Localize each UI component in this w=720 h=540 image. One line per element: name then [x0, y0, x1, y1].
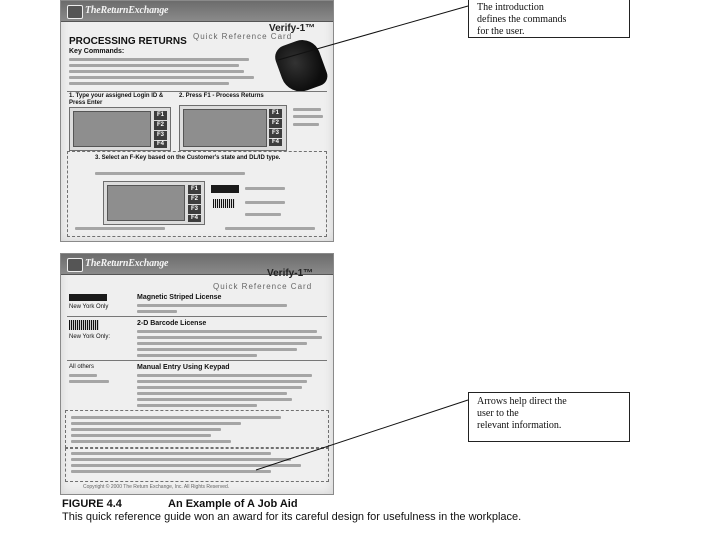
processing-returns-heading: PROCESSING RETURNS [69, 36, 187, 47]
figure-title: An Example of A Job Aid [168, 498, 298, 510]
bottom-callout-line-1: Arrows help direct the [477, 396, 567, 407]
key-commands-label: Key Commands: [69, 48, 125, 55]
f2-key: F2 [269, 119, 282, 128]
step2-heading: 2. Press F1 - Process Returns [179, 93, 264, 99]
top-card-logo: TheReturnExchange [85, 5, 169, 16]
row2-left-label: New York Only: [69, 334, 111, 340]
step1-heading: 1. Type your assigned Login ID & Press Enter [69, 93, 164, 106]
row1-left-label: New York Only [69, 304, 109, 310]
f4-key: F4 [154, 141, 167, 148]
top-card-subtitle: Quick Reference Card [193, 32, 293, 41]
step3-heading: 3. Select an F-Key based on the Customer's state and DL/ID type. [95, 155, 281, 161]
row3-heading: Manual Entry Using Keypad [137, 364, 230, 371]
top-callout-line-2: defines the commands [477, 14, 567, 25]
top-callout-line-3: for the user. [477, 26, 525, 37]
bottom-card-subtitle: Quick Reference Card [213, 282, 313, 291]
bottom-callout-leader-line [256, 400, 468, 470]
f1-key: F1 [154, 111, 167, 120]
f1-key: F1 [269, 109, 282, 118]
copyright-footer: Copyright © 2000 The Return Exchange, Inc. All Rights Reserved. [83, 484, 230, 490]
top-callout-leader-line [278, 6, 468, 60]
f3-key: F3 [269, 129, 282, 138]
row3-left-label: All others [69, 364, 95, 370]
f1-key: F1 [188, 185, 201, 194]
bottom-card-logo: TheReturnExchange [85, 258, 169, 269]
bottom-callout-line-3: relevant information. [477, 420, 562, 431]
row2-heading: 2-D Barcode License [137, 320, 207, 327]
top-annotation-callout [468, 0, 630, 38]
bottom-annotation-callout [468, 392, 630, 442]
f4-key: F4 [269, 139, 282, 146]
figure-caption: This quick reference guide won an award for its careful design for usefulness in the workplace. [62, 511, 522, 523]
bottom-card-title: Verify-1™ [267, 268, 314, 279]
f2-key: F2 [154, 121, 167, 130]
f3-key: F3 [154, 131, 167, 140]
f4-key: F4 [188, 215, 201, 222]
top-callout-line-1: The introduction [477, 2, 544, 13]
top-card-title: Verify-1™ [269, 23, 316, 34]
f3-key: F3 [188, 205, 201, 214]
row1-heading: Magnetic Striped License [137, 294, 222, 301]
bottom-callout-line-2: user to the [477, 408, 519, 419]
f2-key: F2 [188, 195, 201, 204]
figure-label: FIGURE 4.4 [62, 498, 122, 510]
